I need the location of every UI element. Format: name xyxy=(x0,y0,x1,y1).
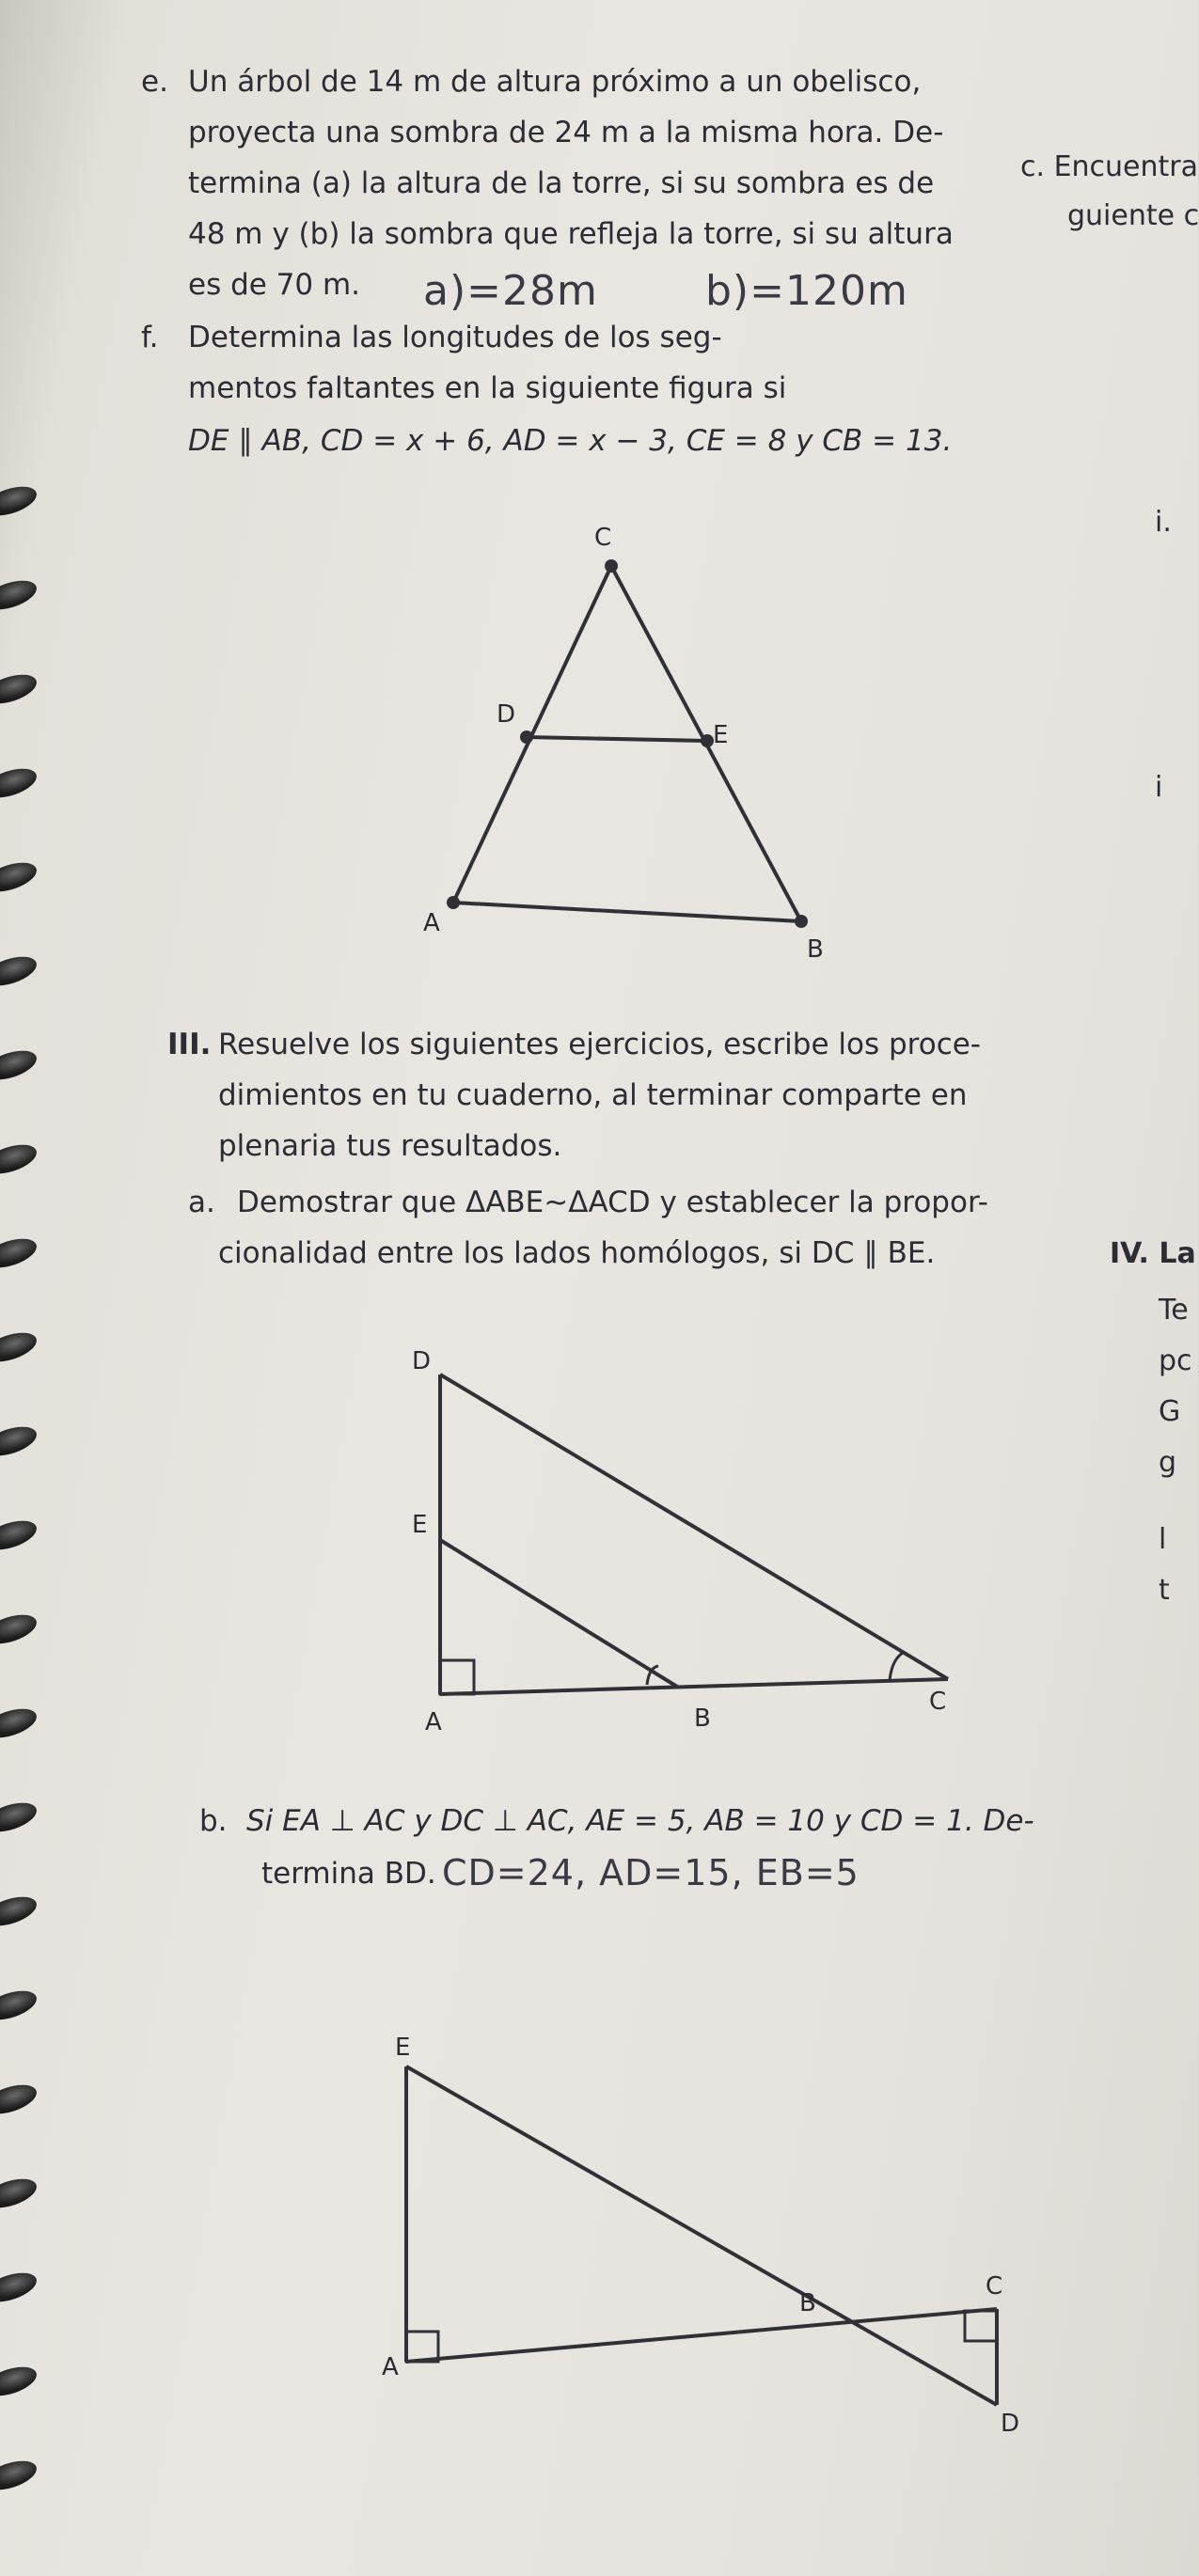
figure-triangle-abc xyxy=(395,508,884,964)
problem-f-formula: DE ∥ AB, CD = x + 6, AD = x − 3, CE = 8 y CB = 13. xyxy=(188,424,953,458)
vertex-c xyxy=(605,559,618,573)
margin-frag4: g xyxy=(1159,1446,1177,1479)
margin-frag1: Te xyxy=(1159,1294,1189,1327)
label-b2: B xyxy=(694,1704,711,1733)
vertex-d xyxy=(520,730,533,744)
label-b: B xyxy=(807,935,824,964)
label-e3: E xyxy=(395,2034,411,2062)
handwritten-answer-b: b)=120m xyxy=(705,267,908,315)
angle-arc-c xyxy=(890,1653,903,1681)
margin-c-label: c. Encuentra xyxy=(1020,150,1198,183)
label-e2: E xyxy=(412,1511,428,1539)
section-iii-label: III. xyxy=(167,1028,212,1061)
handwritten-answer-bd: CD=24, AD=15, EB=5 xyxy=(442,1852,860,1893)
vertex-a xyxy=(447,896,460,909)
figure-crossing-triangles xyxy=(357,2021,1020,2454)
figure-similar-triangles xyxy=(395,1335,978,1739)
vertex-b xyxy=(795,915,808,928)
problem-a-line1: Demostrar que ΔABE~ΔACD y establecer la propor- xyxy=(237,1186,988,1219)
label-a2: A xyxy=(425,1708,442,1736)
right-angle-marker-a xyxy=(440,1660,474,1694)
label-b3: B xyxy=(799,2289,816,2317)
problem-b-line2: termina BD. xyxy=(261,1857,436,1891)
margin-frag2: pc xyxy=(1159,1344,1192,1377)
problem-a-line2: cionalidad entre los lados homólogos, si DC ∥ BE. xyxy=(218,1236,936,1270)
margin-ii-label: i xyxy=(1155,771,1163,804)
label-d: D xyxy=(497,700,516,729)
margin-frag5: l xyxy=(1159,1523,1167,1556)
vertex-e xyxy=(701,734,714,747)
right-angle-marker-a3 xyxy=(406,2332,438,2362)
section-iii-line2: dimientos en tu cuaderno, al terminar comparte en xyxy=(218,1078,968,1112)
label-d2: D xyxy=(412,1347,432,1375)
problem-f-label: f. xyxy=(141,321,159,354)
problem-b-line1: Si EA ⊥ AC y DC ⊥ AC, AE = 5, AB = 10 y CD = 1. De- xyxy=(246,1804,1034,1838)
label-a: A xyxy=(423,909,440,937)
problem-e-line3: termina (a) la altura de la torre, si su sombra es de xyxy=(188,166,935,200)
label-c3: C xyxy=(986,2272,1003,2301)
label-c: C xyxy=(594,524,612,552)
margin-iv-label: IV. La xyxy=(1110,1237,1196,1270)
margin-frag3: G xyxy=(1159,1395,1181,1428)
problem-b-label: b. xyxy=(199,1804,228,1838)
margin-i-label: i. xyxy=(1155,506,1172,539)
label-a3: A xyxy=(382,2353,399,2381)
handwritten-answer-a: a)=28m xyxy=(423,267,598,315)
problem-e-line1: Un árbol de 14 m de altura próximo a un obelisco, xyxy=(188,65,922,99)
margin-c-line2: guiente c xyxy=(1067,199,1199,232)
section-iii-line3: plenaria tus resultados. xyxy=(218,1129,562,1163)
label-d3: D xyxy=(1001,2410,1020,2438)
label-c2: C xyxy=(929,1688,947,1716)
problem-f-line2: mentos faltantes en la siguiente figura si xyxy=(188,371,787,405)
right-angle-marker-c3 xyxy=(965,2311,997,2341)
problem-e-label: e. xyxy=(141,65,168,99)
problem-e-line2: proyecta una sombra de 24 m a la misma hora. De- xyxy=(188,116,944,149)
problem-e-line5: es de 70 m. xyxy=(188,268,361,302)
label-e: E xyxy=(713,721,729,749)
problem-f-line1: Determina las longitudes de los seg- xyxy=(188,321,722,354)
section-iii-line1: Resuelve los siguientes ejercicios, escribe los proce- xyxy=(218,1028,981,1061)
problem-a-label: a. xyxy=(188,1186,215,1219)
problem-e-line4: 48 m y (b) la sombra que refleja la torre, si su altura xyxy=(188,217,954,251)
margin-frag6: t xyxy=(1159,1574,1170,1607)
